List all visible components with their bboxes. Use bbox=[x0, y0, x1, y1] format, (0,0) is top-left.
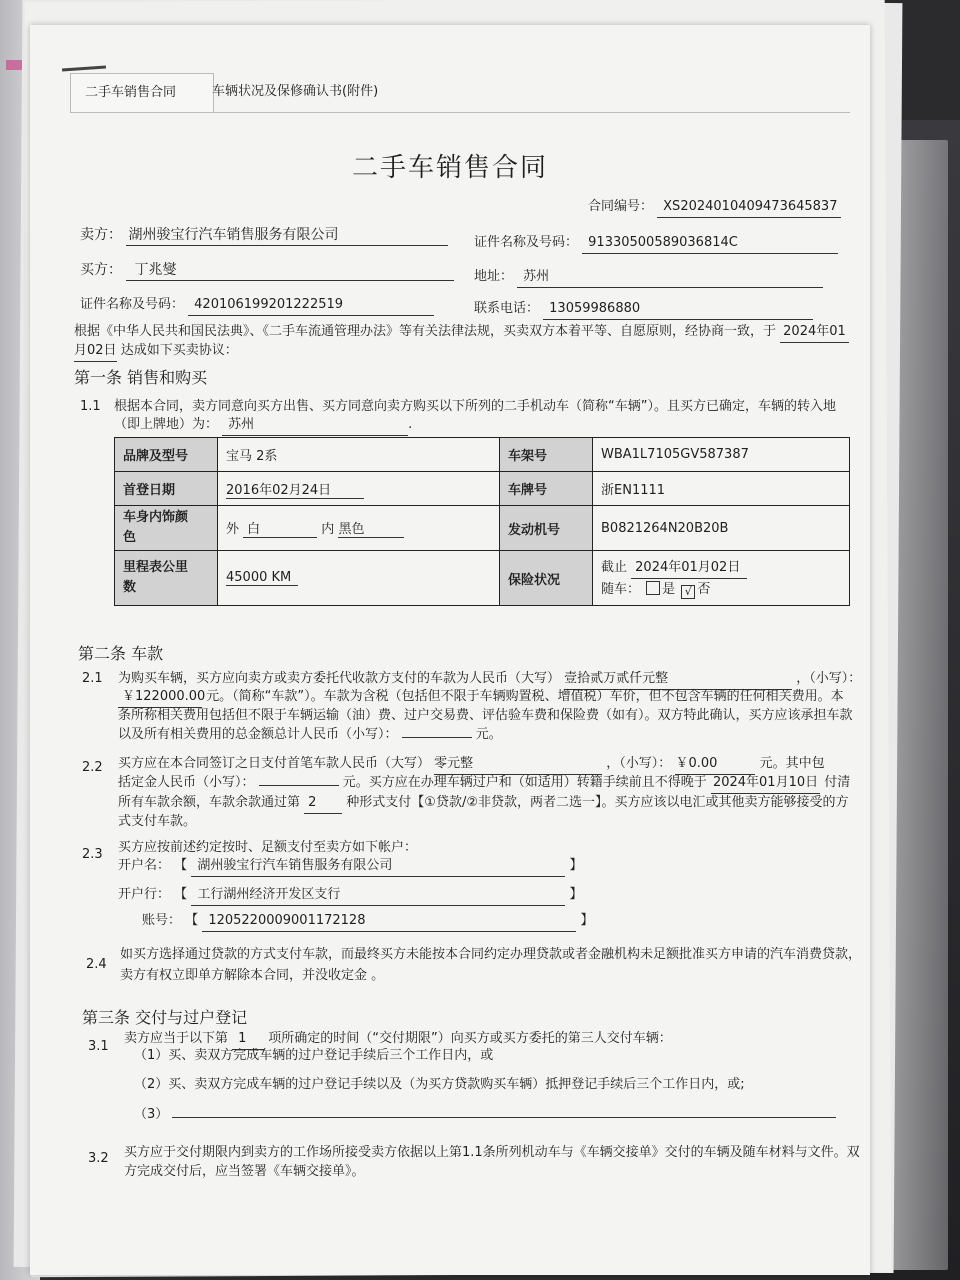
contract-number-label: 合同编号： bbox=[588, 199, 654, 214]
price-in-figures: ￥122000.00 bbox=[118, 687, 202, 708]
clause-2-1-line-2 bbox=[118, 687, 844, 708]
intro-date-b: 月02日 bbox=[74, 341, 117, 362]
clause-2-1-text-c: 元。（简称“车款”）。车款为含税（包括但不限于车辆购置税、增值税）车价，但不包含车辆的任何相关费用。本 bbox=[206, 689, 844, 704]
clause-3-1-text-a: 卖方应当于以下第 bbox=[124, 1031, 229, 1046]
clause-2-1-text-b: ，（小写）： bbox=[796, 671, 862, 686]
phone-value: 13059986880 bbox=[543, 299, 813, 320]
tab-sales-contract[interactable]: 二手车销售合同 bbox=[70, 73, 214, 112]
clause-1-1-line-2 bbox=[114, 415, 412, 436]
contract-number-value: XS2024010409473645837 bbox=[657, 197, 841, 218]
bracket-left: 【 bbox=[174, 858, 188, 873]
pen-mark bbox=[62, 65, 106, 71]
reg-date-cell bbox=[218, 472, 500, 506]
delivery-option-3-blank[interactable] bbox=[172, 1117, 836, 1118]
buyer-label: 买方： bbox=[80, 262, 122, 278]
address-label: 地址： bbox=[474, 269, 514, 284]
table-row bbox=[115, 438, 850, 472]
clause-3-2-line-1: 买方应于交付期限内到卖方的工作场所接受卖方依据以上第1.1条所列机动车与《车辆交接单》交付的车辆及随车材料与文件。双 bbox=[124, 1145, 860, 1160]
interior-label: 内 bbox=[321, 522, 335, 537]
seller-id-value: 91330500589036814C bbox=[582, 233, 838, 254]
clause-2-2-text-a: 买方应在本合同签订之日支付首笔车款人民币（大写） bbox=[118, 756, 431, 771]
vehicle-info-table bbox=[114, 437, 850, 606]
interior-value: 黑色 bbox=[338, 518, 404, 538]
destination-city: 苏州 bbox=[222, 415, 408, 436]
account-name-value: 湖州骏宝行汽车销售服务有限公司 bbox=[191, 856, 565, 877]
vin-value: WBA1L7105GV587387 bbox=[593, 438, 850, 472]
down-payment-in-figures: ￥0.00 bbox=[675, 754, 755, 775]
account-name-row bbox=[118, 856, 582, 877]
clause-1-1-end: . bbox=[408, 417, 413, 432]
engine-value: B0821264N20B20B bbox=[593, 506, 850, 551]
clause-3-2-line-2: 方完成交付后，应当签署《车辆交接单》。 bbox=[124, 1164, 365, 1179]
address-value: 苏州 bbox=[517, 267, 823, 288]
phone-row bbox=[474, 299, 813, 320]
account-name-label: 开户名： bbox=[118, 858, 171, 873]
bracket-right: 】 bbox=[569, 858, 583, 873]
delivery-option: 1 bbox=[232, 1029, 264, 1050]
plate-value: 浙EN1111 bbox=[593, 472, 850, 506]
contract-number bbox=[588, 197, 841, 218]
seller-id-row bbox=[474, 233, 838, 254]
tab-divider bbox=[70, 112, 850, 113]
seller-value: 湖州骏宝行汽车销售服务有限公司 bbox=[126, 225, 448, 246]
table-row bbox=[115, 472, 850, 506]
delivery-option-3 bbox=[134, 1105, 836, 1125]
clause-3-1-text-b: 项所确定的时间（“交付期限”）向买方或买方委托的第三人交付车辆： bbox=[268, 1031, 672, 1046]
clause-2-2-line-1 bbox=[118, 754, 825, 775]
clause-2-2-text-f: 付清 bbox=[824, 775, 851, 790]
checkbox-yes[interactable] bbox=[646, 581, 660, 595]
phone-label: 联系电话： bbox=[474, 301, 540, 316]
clause-2-2-line-3 bbox=[118, 793, 849, 814]
clause-2-1-text-a: 为购买车辆，买方应向卖方或卖方委托代收款方支付的车款为人民币（大写） bbox=[118, 671, 561, 686]
account-number-row bbox=[142, 911, 593, 932]
mileage-label-b: 数 bbox=[123, 580, 137, 595]
clause-2-1-text-d: 以及所有相关费用的总金额总计人民币（小写）： bbox=[118, 727, 398, 742]
address-row bbox=[474, 267, 823, 288]
mileage-value: 45000 KM bbox=[226, 570, 298, 586]
reg-date-label: 首登日期 bbox=[115, 472, 218, 506]
delivery-option-1: （1）买、卖双方完成车辆的过户登记手续后三个工作日内，或 bbox=[134, 1048, 494, 1063]
clause-2-4-no: 2.4 bbox=[86, 957, 107, 972]
buyer-row bbox=[80, 260, 454, 281]
buyer-id-row bbox=[80, 295, 434, 316]
clause-1-1-line-1: 根据本合同，卖方同意向买方出售、买方同意向卖方购买以下所列的二手机动车（简称“车辆”）。且买方已确定，车辆的转入地 bbox=[114, 399, 836, 414]
tab-vehicle-condition[interactable]: 车辆状况及保修确认书(附件) bbox=[212, 84, 379, 99]
clause-2-3-no: 2.3 bbox=[82, 847, 103, 862]
plate-label: 车牌号 bbox=[500, 472, 593, 506]
insurance-cell bbox=[593, 551, 850, 606]
color-label-a: 车身内饰颜 bbox=[123, 510, 189, 525]
insurance-yes-label: 是 bbox=[662, 581, 676, 597]
intro-line-1 bbox=[74, 322, 849, 343]
section-1-heading: 第一条 销售和购买 bbox=[74, 368, 208, 387]
bank-value: 工行湖州经济开发区支行 bbox=[191, 885, 565, 906]
total-amount-blank[interactable] bbox=[402, 737, 472, 738]
bracket-left: 【 bbox=[185, 913, 199, 928]
intro-line-2 bbox=[74, 341, 238, 362]
buyer-id-value: 420106199201222519 bbox=[188, 295, 434, 316]
clause-3-1-no: 3.1 bbox=[88, 1039, 109, 1054]
brand-value: 宝马 2系 bbox=[218, 438, 500, 472]
down-payment-in-words: 零元整 bbox=[434, 754, 602, 775]
section-2-heading: 第二条 车款 bbox=[78, 644, 164, 663]
mileage-label-a: 里程表公里 bbox=[123, 560, 189, 575]
mileage-cell bbox=[218, 551, 500, 606]
clause-1-1-no: 1.1 bbox=[80, 399, 101, 414]
page-title: 二手车销售合同 bbox=[351, 153, 548, 183]
intro-date-a: 2024年01 bbox=[780, 322, 849, 343]
bank-label: 开户行： bbox=[118, 887, 171, 902]
color-label bbox=[115, 506, 218, 551]
table-row bbox=[115, 551, 850, 606]
insurance-label: 保险状况 bbox=[500, 551, 593, 606]
deposit-blank[interactable] bbox=[259, 785, 339, 786]
seller-label: 卖方： bbox=[80, 227, 122, 243]
insurance-until-label: 截止 bbox=[601, 559, 628, 575]
clause-2-2-text-h: 种形式支付【①贷款/②非贷款，两者二选一】。买方应该以电汇或其他卖方能够接受的方 bbox=[346, 795, 849, 810]
delivery-option-3-label: （3） bbox=[134, 1107, 169, 1122]
clause-2-2-text-c: 元。其中包 bbox=[759, 756, 825, 771]
clause-2-2-line-4: 式支付车款。 bbox=[118, 814, 197, 829]
clause-2-4-line-1: 如买方选择通过贷款的方式支付车款，而最终买方未能按本合同约定办理贷款或者金融机构未足额批准买方申请的汽车消费贷款， bbox=[120, 947, 862, 962]
table-row bbox=[115, 506, 850, 551]
clause-3-2-no: 3.2 bbox=[88, 1151, 109, 1166]
engine-label: 发动机号 bbox=[500, 506, 593, 551]
price-in-words: 壹拾贰万贰仟元整 bbox=[564, 669, 792, 690]
bracket-left: 【 bbox=[174, 887, 188, 902]
clause-2-3-line-1: 买方应按前述约定按时、足额支付至卖方如下帐户： bbox=[118, 840, 418, 855]
color-cell bbox=[218, 506, 500, 551]
vin-label: 车架号 bbox=[500, 438, 593, 472]
insurance-until-value: 2024年01月02日 bbox=[631, 557, 747, 579]
clause-2-2-text-g: 所有车款余额，车款余款通过第 bbox=[118, 795, 301, 810]
clause-2-4-line-2: 卖方有权立即单方解除本合同，并没收定金 。 bbox=[120, 968, 385, 983]
clause-2-2-text-d: 括定金人民币（小写）： bbox=[118, 775, 255, 790]
brand-label: 品牌及型号 bbox=[115, 438, 218, 472]
color-label-b: 色 bbox=[123, 530, 137, 545]
bracket-right: 】 bbox=[580, 913, 594, 928]
seller-row bbox=[80, 225, 448, 246]
bracket-right: 】 bbox=[569, 887, 583, 902]
clause-2-1-line-3: 条所称相关费用包括但不限于车辆运输（油）费、过户交易费、评估验车费和保险费（如有）。双方特此确认，买方应该承担车款 bbox=[118, 708, 853, 723]
intro-text-2: 达成如下买卖协议： bbox=[120, 343, 238, 358]
buyer-id-label: 证件名称及号码： bbox=[80, 297, 185, 312]
final-payment-date: 2024年01月10日 bbox=[711, 773, 820, 794]
exterior-value: 白 bbox=[243, 518, 317, 538]
clause-2-2-text-b: ，（小写）： bbox=[606, 756, 672, 771]
exterior-label: 外 bbox=[226, 522, 240, 537]
account-number-label: 账号： bbox=[142, 913, 182, 928]
clause-1-1-text: （即上牌地）为： bbox=[114, 417, 219, 432]
clause-2-2-line-2 bbox=[118, 773, 850, 794]
clause-2-1-no: 2.1 bbox=[82, 671, 103, 686]
clause-2-1-text-e: 元。 bbox=[475, 727, 502, 742]
delivery-option-2: （2）买、卖双方完成车辆的过户登记手续以及（为买方贷款购买车辆）抵押登记手续后三个工作日内，或; bbox=[134, 1077, 745, 1092]
section-3-heading: 第三条 交付与过户登记 bbox=[82, 1008, 248, 1027]
mileage-label bbox=[115, 551, 218, 606]
clause-2-2-no: 2.2 bbox=[82, 760, 103, 775]
clause-2-1-line-4 bbox=[118, 725, 502, 745]
insurance-no-label: 否 bbox=[697, 581, 711, 597]
checkbox-no[interactable]: √ bbox=[681, 585, 695, 599]
account-number-value: 1205220009001172128 bbox=[202, 911, 576, 932]
payment-method: 2 bbox=[304, 793, 342, 814]
bank-row bbox=[118, 885, 582, 906]
intro-text-1: 根据《中华人民共和国民法典》、《二手车流通管理办法》等有关法律法规，买卖双方本着平等、自愿原则，经协商一致，于 bbox=[74, 324, 777, 339]
buyer-value: 丁兆燮 bbox=[126, 260, 454, 281]
insurance-follow-label: 随车： bbox=[601, 581, 641, 597]
contract-page bbox=[30, 25, 870, 1275]
clause-2-2-text-e: 元。买方应在办理车辆过户和（如适用）转籍手续前且不得晚于 bbox=[342, 775, 707, 790]
seller-id-label: 证件名称及号码： bbox=[474, 235, 579, 250]
reg-date-value: 2016年02月24日 bbox=[226, 479, 364, 499]
